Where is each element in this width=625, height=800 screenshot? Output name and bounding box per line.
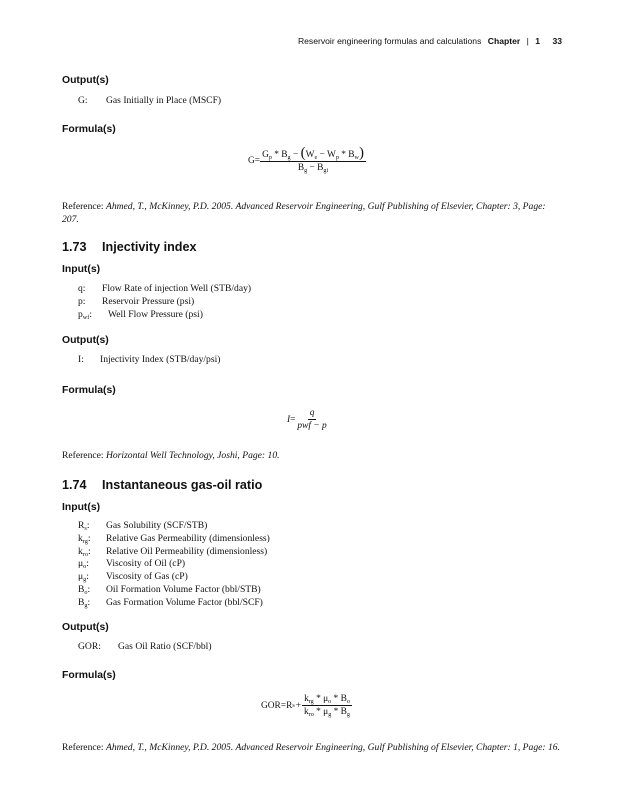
list-item: $R_s$: Gas Solubility (SCF/STB) [78,520,208,532]
gip-numerator: $G_p * B_g - (W_e - W_p * B_w)$ [262,145,364,161]
s174-fraction [302,694,352,717]
gip-formula [248,145,366,174]
s174-formula: GOR = R s + $\frac{k_{rg} * \mu_o * B_o}{k_{ro} * \mu_g * B_g}$ [261,694,350,718]
s174-input-heading: Input(s) [62,502,101,513]
gip-denominator: $B_g - B_{gi}$ [297,163,329,174]
gip-output-desc: Gas Initially in Place (MSCF) [106,95,222,106]
list-item: $\mu_g$: Viscosity of Gas (cP) [78,571,188,584]
page-number: 33 [552,36,562,46]
s174-denominator: $k_{ro} * \mu_g * B_g$ [304,707,350,718]
list-item: $k_{ro}$: Relative Oil Permeability (dimensionless) [78,545,268,558]
s173-fraction: $\frac{q}{\text{pwf − p}}$ [297,408,327,431]
section-173-title: Injectivity index [102,240,197,254]
header-separator: | [526,36,529,46]
s174-numerator: $k_{rg} * \mu_o * B_o$ [304,694,350,705]
running-header [298,36,562,46]
s173-output-item: I: Injectivity Index (STB/day/psi) [78,354,221,365]
section-173-number: 1.73 [62,240,87,254]
gip-formula-heading: Formula(s) [62,124,116,135]
s173-input-heading: Input(s) [62,264,101,275]
gip-fraction [260,145,366,174]
gip-eq: = [254,155,261,166]
gip-reference [62,201,562,227]
s173-reference: Reference: Horizontal Well Technology, Joshi, Page: 10. [62,450,280,461]
section-173-heading [62,240,197,254]
s174-output-item: GOR: Gas Oil Ratio (SCF/bbl) [78,641,212,652]
chapter-number: 1 [535,36,541,46]
s173-output-heading: Output(s) [62,335,109,346]
s173-formula: I = $\frac{q}{\text{pwf − p}}$ [287,408,327,431]
list-item: p: Reservoir Pressure (psi) [78,295,195,307]
list-item: $B_g$: Gas Formation Volume Factor (bbl/SCF) [78,596,263,609]
gip-output-item [78,95,221,108]
section-174-title: Instantaneous gas-oil ratio [102,478,263,492]
section-174-heading [62,478,262,492]
list-item: $\mu_o$: Viscosity of Oil (cP) [78,558,186,571]
gip-reference-text: Ahmed, T., McKinney, P.D. 2005. Advanced Reservoir Engineering, Gulf Publishing of Elsevier, Chapter: 3, Page: 207. [62,201,546,225]
gip-output-symbol: G: [78,95,88,106]
chapter-label: Chapter [487,36,521,46]
gip-output-heading: Output(s) [62,75,109,86]
gip-reference-label: Reference: [62,201,104,212]
s174-output-heading: Output(s) [62,622,109,633]
list-item: $k_{rg}$: Relative Gas Permeability (dimensionless) [78,532,270,545]
s173-input-list [78,283,251,321]
s174-formula-heading: Formula(s) [62,670,116,681]
running-title: Reservoir engineering formulas and calculations [297,36,482,46]
s174-input-list [78,520,270,610]
list-item: $B_o$: Oil Formation Volume Factor (bbl/STB) [78,583,261,596]
list-item: q: Flow Rate of injection Well (STB/day) [78,283,252,294]
list-item: $p_{wf}$: Well Flow Pressure (psi) [78,308,203,321]
s173-formula-heading: Formula(s) [62,385,116,396]
s174-reference: Reference: Ahmed, T., McKinney, P.D. 2005. Advanced Reservoir Engineering, Gulf Publishing of Elsevier, Chapter: 1, Page: 16. [62,742,560,753]
gip-lhs: G [248,155,255,166]
section-174-number: 1.74 [62,478,87,492]
